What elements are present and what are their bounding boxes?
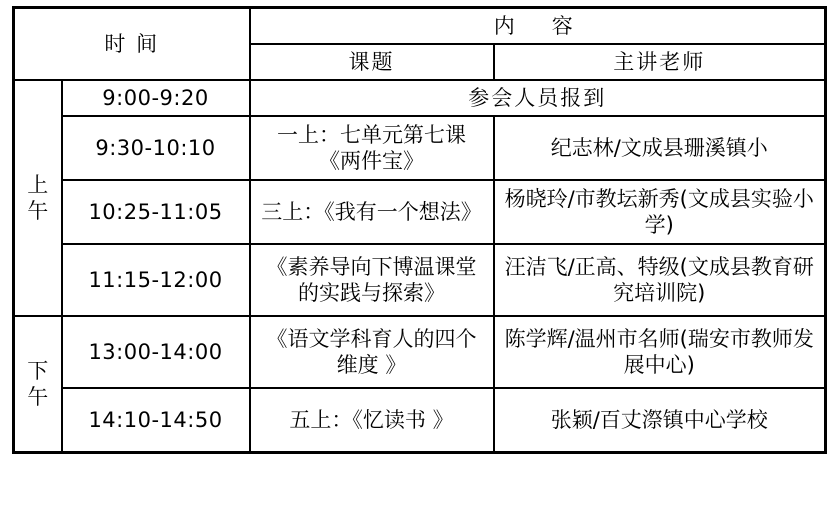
table-row — [14, 80, 826, 116]
row-full-note: 参会人员报到 — [250, 80, 826, 116]
row-teacher: 纪志林/文成县珊溪镇小 — [494, 116, 826, 180]
row-time: 9:00-9:20 — [62, 80, 250, 116]
row-teacher: 汪洁飞/正高、特级(文成县教育研究培训院) — [494, 244, 826, 316]
row-time: 14:10-14:50 — [62, 388, 250, 452]
period-morning-char-2: 午 — [27, 199, 49, 224]
header-time: 时 间 — [14, 8, 250, 81]
schedule-sheet — [0, 6, 836, 505]
header-teacher: 主讲老师 — [494, 44, 826, 80]
row-time: 13:00-14:00 — [62, 316, 250, 388]
row-time: 9:30-10:10 — [62, 116, 250, 180]
row-topic: 三上：《我有一个想法》 — [250, 180, 494, 244]
schedule-table — [12, 6, 827, 454]
row-topic: 五上：《忆读书 》 — [250, 388, 494, 452]
row-teacher: 杨晓玲/市教坛新秀(文成县实验小学) — [494, 180, 826, 244]
table-row — [14, 388, 826, 452]
row-topic: 《语文学科育人的四个维度 》 — [250, 316, 494, 388]
period-morning-char-1: 上 — [27, 173, 49, 198]
period-afternoon-char-1: 下 — [27, 358, 49, 383]
row-topic: 《素养导向下博温课堂的实践与探索》 — [250, 244, 494, 316]
row-teacher: 陈学辉/温州市名师(瑞安市教师发展中心) — [494, 316, 826, 388]
table-row — [14, 116, 826, 180]
row-time: 10:25-11:05 — [62, 180, 250, 244]
table-row — [14, 244, 826, 316]
period-afternoon — [14, 316, 62, 452]
header-topic: 课题 — [250, 44, 494, 80]
row-teacher: 张颖/百丈漈镇中心学校 — [494, 388, 826, 452]
header-content: 内 容 — [250, 8, 826, 45]
table-row — [14, 316, 826, 388]
period-afternoon-char-2: 午 — [27, 384, 49, 409]
table-row — [14, 180, 826, 244]
row-topic: 一上：七单元第七课《两件宝》 — [250, 116, 494, 180]
table-header-row-1 — [14, 8, 826, 45]
row-time: 11:15-12:00 — [62, 244, 250, 316]
period-morning — [14, 80, 62, 316]
